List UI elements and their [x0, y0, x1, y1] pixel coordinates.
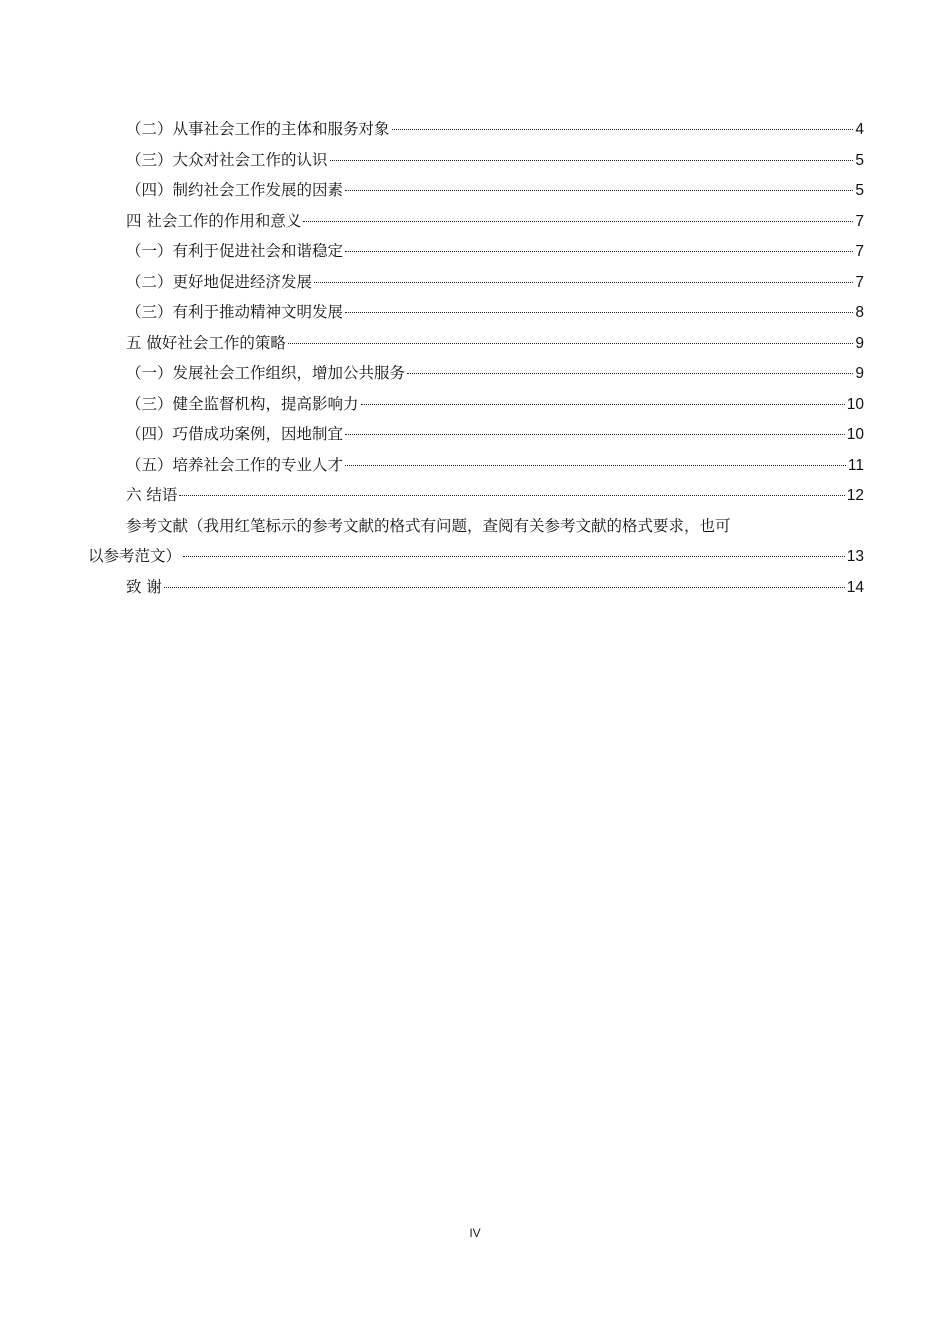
- toc-entry-page: 7: [855, 243, 864, 260]
- toc-entry[interactable]: [88, 389, 864, 420]
- toc-entry-page: 7: [855, 212, 864, 230]
- toc-dot-leader: [179, 495, 844, 496]
- toc-entry[interactable]: [88, 297, 864, 328]
- toc-entry-title: （四）巧借成功案例，因地制宜: [126, 425, 344, 443]
- toc-entry-title: 五 做好社会工作的策略: [126, 333, 286, 352]
- toc-entry-title: （四）制约社会工作发展的因素: [126, 181, 344, 199]
- toc-entry-page: 12: [846, 487, 864, 504]
- toc-entry-page: 8: [855, 304, 864, 321]
- toc-entry[interactable]: [88, 328, 864, 359]
- toc-entry-title: （五）培养社会工作的专业人才: [126, 455, 344, 474]
- toc-entry-title: （三）健全监督机构，提高影响力: [126, 394, 359, 413]
- table-of-contents: [88, 114, 864, 602]
- toc-entry-continuation: [88, 541, 864, 572]
- toc-entry-acknowledgement[interactable]: [88, 572, 864, 603]
- toc-entry-page: 9: [855, 334, 864, 352]
- toc-entry[interactable]: [88, 267, 864, 298]
- toc-entry-page: 5: [855, 182, 864, 199]
- toc-dot-leader: [330, 160, 854, 161]
- page-number: IV: [469, 1226, 481, 1240]
- toc-dot-leader: [345, 190, 853, 191]
- toc-dot-leader: [345, 465, 846, 466]
- toc-entry[interactable]: [88, 175, 864, 206]
- toc-dot-leader: [345, 251, 853, 252]
- toc-entry-page: 9: [855, 365, 864, 382]
- toc-entry-page: 10: [846, 426, 864, 443]
- toc-entry-title: （一）发展社会工作组织，增加公共服务: [126, 364, 406, 382]
- toc-dot-leader: [345, 312, 853, 313]
- toc-entry-page: 14: [846, 578, 864, 596]
- toc-entry-title: （三）有利于推动精神文明发展: [126, 303, 344, 321]
- toc-dot-leader: [361, 404, 845, 405]
- toc-entry-title: 四 社会工作的作用和意义: [126, 211, 302, 230]
- toc-entry[interactable]: [88, 145, 864, 176]
- toc-dot-leader: [392, 129, 854, 130]
- toc-dot-leader: [407, 373, 853, 374]
- toc-entry-title: （二）更好地促进经济发展: [126, 272, 313, 291]
- toc-entry-page: 5: [855, 151, 864, 169]
- toc-entry-title: 六 结语: [126, 486, 178, 504]
- toc-entry-page: 11: [847, 456, 864, 474]
- toc-entry-title: 致 谢: [126, 577, 162, 596]
- toc-dot-leader: [183, 556, 845, 557]
- toc-entry[interactable]: [88, 450, 864, 481]
- toc-entry[interactable]: [88, 236, 864, 267]
- toc-dot-leader: [303, 221, 853, 222]
- toc-entry-references[interactable]: [88, 511, 864, 572]
- toc-entry[interactable]: [88, 480, 864, 511]
- toc-dot-leader: [164, 587, 845, 588]
- toc-dot-leader: [288, 343, 853, 344]
- toc-entry-page: 4: [855, 121, 864, 138]
- toc-dot-leader: [314, 282, 853, 283]
- toc-entry-page: 13: [846, 548, 864, 565]
- toc-entry-title: （三）大众对社会工作的认识: [126, 150, 328, 169]
- toc-entry-page: 7: [855, 273, 864, 291]
- toc-entry-title-continued: 以参考范文）: [88, 547, 182, 565]
- toc-entry[interactable]: [88, 114, 864, 145]
- toc-entry-title: （一）有利于促进社会和谐稳定: [126, 242, 344, 260]
- toc-entry-title: 参考文献（我用红笔标示的参考文献的格式有问题，查阅有关参考文献的格式要求，也可: [126, 516, 731, 535]
- toc-entry[interactable]: [88, 206, 864, 237]
- toc-entry-title: （二）从事社会工作的主体和服务对象: [126, 120, 390, 138]
- toc-entry[interactable]: [88, 419, 864, 450]
- toc-dot-leader: [345, 434, 845, 435]
- toc-entry[interactable]: [88, 358, 864, 389]
- toc-entry-page: 10: [846, 395, 864, 413]
